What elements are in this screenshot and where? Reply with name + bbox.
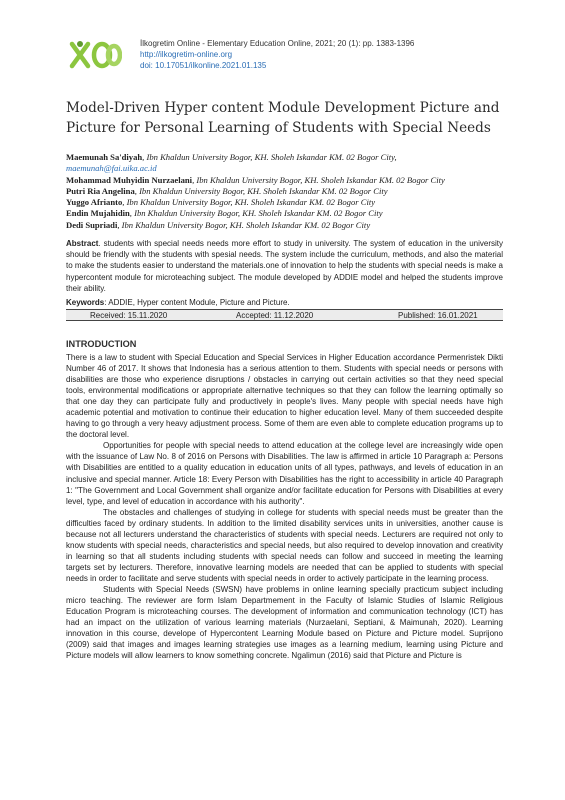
author-affiliation: , Ibn Khaldun University Bogor, KH. Sholeh Iskandar KM. 02 Bogor City — [129, 208, 383, 219]
author-name: Putri Ria Angelina — [66, 185, 135, 196]
journal-logo — [66, 38, 122, 72]
paper-title: Model-Driven Hyper content Module Development Picture and Picture for Personal Learning of Students with Special Needs — [66, 100, 500, 136]
journal-header — [66, 38, 506, 72]
author-name: Mohammad Muhyidin Nurzaelani — [66, 174, 193, 185]
author-affiliation: , Ibn Khaldun University Bogor, KH. Sholeh Iskandar KM. 02 Bogor City — [117, 219, 371, 230]
abstract-label: Abstract — [66, 239, 99, 248]
paragraph: Students with Special Needs (SWSN) have problems in online learning specially practicum subject including micro teaching. The reviewer are form Islam Departmement in the Faculty of Islamic Studies of Islamic Religious Education Program is microteaching courses. The development of information and communication technology (ICT) has had an impact on the utilization of various learning materials (Nurzaelani, Septiani, & Maimunah, 2020). Learning innovation in this course, develope of Hypercontent Learning Module based on Picture and Picture model. Suprijono (2009) said that images and images learning strategies use images as a learning medium, learning using Picture and Picture models will allow learners to know something concrete. Ngalimun (2016) said that Picture and Picture is — [66, 584, 503, 661]
author-entry — [66, 186, 503, 197]
author-affiliation: , Ibn Khaldun University Bogor, KH. Sholeh Iskandar KM. 02 Bogor City — [192, 174, 445, 185]
doi-link[interactable]: doi: 10.17051/ilkonline.2021.01.135 — [140, 61, 267, 70]
published-date: Published: 16.01.2021 — [398, 311, 478, 320]
author-name: Yuggo Afrianto — [66, 197, 123, 208]
keywords — [66, 298, 503, 308]
journal-info — [140, 38, 414, 71]
author-affiliation: , Ibn Khaldun University Bogor, KH. Sholeh Iskandar KM. 02 Bogor City, — [142, 152, 397, 162]
author-name: Maemunah Sa'diyah — [66, 152, 143, 162]
accepted-date: Accepted: 11.12.2020 — [236, 311, 314, 320]
keywords-label: Keywords — [66, 298, 105, 307]
section-heading-introduction: INTRODUCTION — [66, 339, 137, 349]
paragraph: The obstacles and challenges of studying in college for students with special needs must be greater than the difficulties faced by ordinary students. In addition to the limited disability services units in universities, another cause is because not all lecturers understand the characteristics of students with special needs. Lecturers are required not only to know students with special needs, characteristics and special needs, but also required to develop innovation and creativity in learning so that all students including students with special needs can follow and succeed in meeting the learning targets set by lecturers. Therefore, innovative learning models are needed that can be applied to students with special needs in order to facilitate and serve students with special needs in order to actively participate in the learning process. — [66, 507, 503, 583]
received-date: Received: 15.11.2020 — [90, 311, 168, 320]
author-entry — [66, 175, 503, 186]
paragraph: There is a law to student with Special Education and Special Services in Higher Education accordance Permenristek Dikti Number 46 of 2017. It shows that Indonesia has a serious attention to them. Students with special needs or persons with disabilities are those who experience disruptions / obstacles in carrying out certain activities so that they need special tools, environmental modifications or appropriate alternative techniques so that they can follow the learning optimally so that one day they can participate fully and productively in people's lives. Many people with special needs have high academic potential and motivation to continue their education to higher education level. Many of them succeeded despite having to go through a very heavy adjustment process. Some of them are even able to complete education programs up to the doctoral level. — [66, 353, 503, 440]
author-affiliation: , Ibn Khaldun University Bogor, KH. Sholeh Iskandar KM. 02 Bogor City — [134, 185, 388, 196]
journal-citation: İlkogretim Online - Elementary Education Online, 2021; 20 (1): pp. 1383-1396 — [140, 39, 415, 48]
keywords-text: : ADDIE, Hyper content Module, Picture and Picture. — [104, 298, 290, 307]
author-email[interactable]: maemunah@fai.uika.ac.id — [66, 163, 157, 174]
publication-dates-bar — [66, 309, 503, 321]
author-list — [66, 152, 503, 231]
author-affiliation: , Ibn Khaldun University Bogor, KH. Sholeh Iskandar KM. 02 Bogor City — [122, 197, 376, 208]
author-entry — [66, 197, 503, 208]
author-entry — [66, 208, 503, 219]
author-name: Dedi Supriadi — [66, 219, 118, 230]
introduction-body — [66, 352, 503, 661]
journal-url-link[interactable]: http://ilkogretim-online.org — [140, 50, 233, 59]
author-name: Endin Mujahidin — [66, 208, 130, 219]
abstract — [66, 238, 503, 294]
abstract-text: . students with special needs needs more effort to study in university. The system of education in the university should be friendly with the students with spesial needs. The system include the curriculum, methods, and also the material to make the students easier to understand the materials.one of innovation to help the students with special needs is make a hypercontent module for microteaching subject. The module developed by ADDIE model and helped the students improve their ability. — [66, 239, 503, 293]
author-entry — [66, 220, 503, 231]
paragraph: Opportunities for people with special needs to attend education at the college level are increasingly wide open with the issuance of Law No. 8 of 2016 on Persons with Disabilities. The law is affirmed in article 10 Paragraph a: Persons with Disabilities are entitled to a quality education in education units of all types, pathways, and levels of education in an inclusive and special manner. Article 18: Every Person with Disabilities has the right to accessibility in article 40 Paragraph 1: "The Government and Local Government shall organize and/or facilitate education for Persons with Disabilities at every level, type, and level of education in accordance with his authority". — [66, 441, 503, 506]
author-entry — [66, 152, 503, 163]
